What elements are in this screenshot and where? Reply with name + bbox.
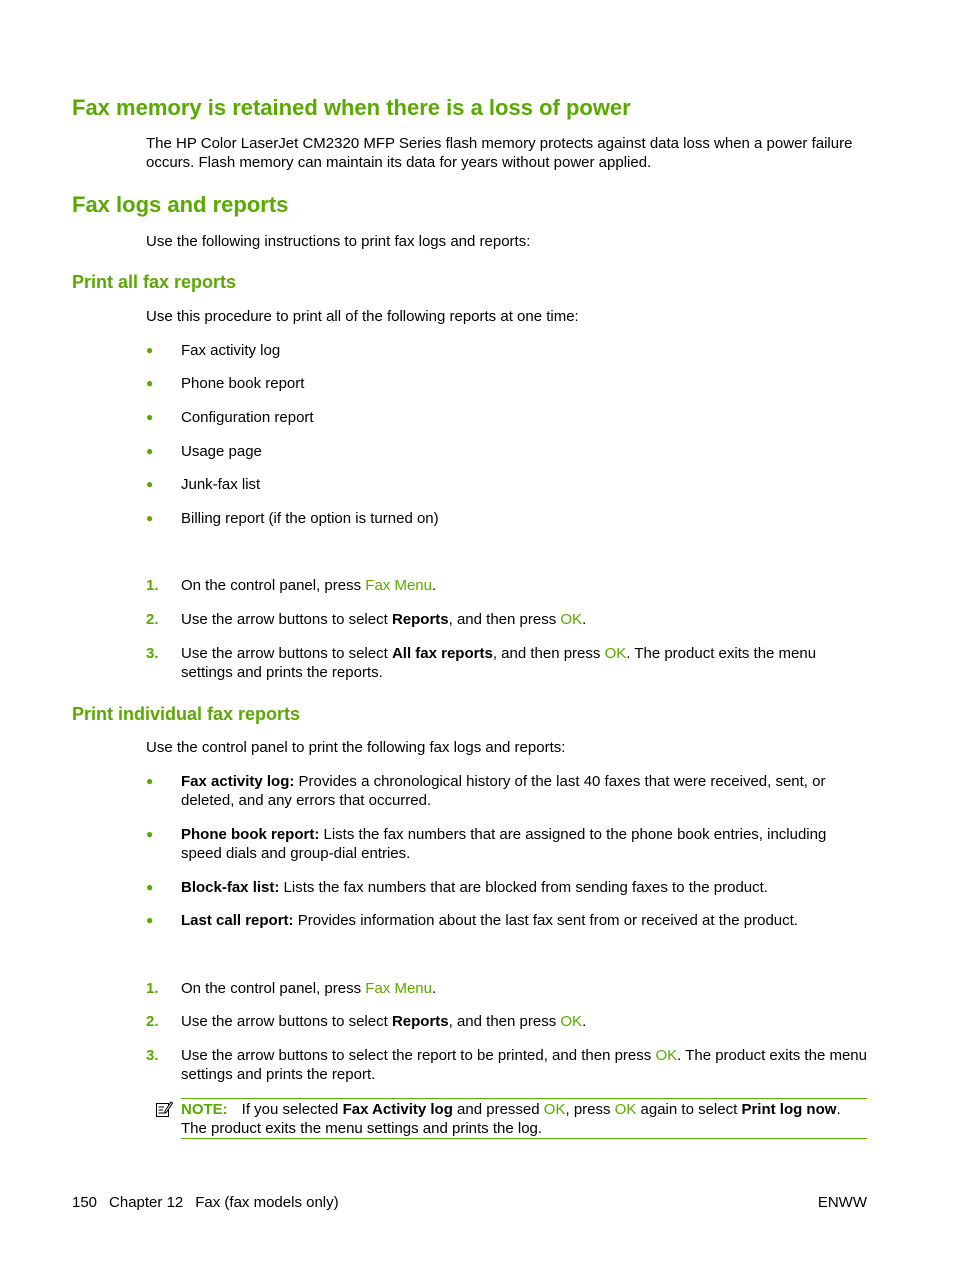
page-footer-left <box>72 1193 339 1212</box>
chapter-label: Chapter 12 <box>109 1194 184 1211</box>
bullet-icon: ● <box>146 913 154 927</box>
print-all-intro: Use this procedure to print all of the following reports at one time: <box>146 308 579 325</box>
bullet-icon: ● <box>146 376 154 390</box>
fax-menu-key: Fax Menu <box>365 577 432 594</box>
bullet-icon: ● <box>146 477 154 491</box>
bullet-icon: ● <box>146 880 154 894</box>
print-individual-intro: Use the control panel to print the following fax logs and reports: <box>146 739 566 756</box>
bullet-icon: ● <box>146 774 154 788</box>
note-box <box>181 1098 867 1139</box>
fax-logs-intro: Use the following instructions to print fax logs and reports: <box>146 233 531 250</box>
bullet-icon: ● <box>146 410 154 424</box>
section-heading-fax-memory: Fax memory is retained when there is a loss of power <box>72 95 631 120</box>
ok-key: OK <box>560 611 583 628</box>
ok-key: OK <box>604 645 627 662</box>
note-icon <box>155 1100 173 1118</box>
section-heading-fax-logs: Fax logs and reports <box>72 192 289 217</box>
chapter-title: Fax (fax models only) <box>195 1194 339 1211</box>
page-footer-right: ENWW <box>817 1194 867 1211</box>
page-number: 150 <box>72 1194 98 1211</box>
fax-menu-key: Fax Menu <box>365 980 432 997</box>
ok-key: OK <box>543 1101 566 1118</box>
ok-key: OK <box>614 1101 637 1118</box>
subheading-print-all: Print all fax reports <box>72 272 237 292</box>
ok-key: OK <box>655 1047 678 1064</box>
document-page: Fax memory is retained when there is a loss of power The HP Color LaserJet CM2320 MFP Series flash memory protects against data loss when a power failure occurs. Flash memory can maintain its data for years without power applied. Fax logs and reports Use the following instructions to print fax logs and reports: Print all fax reports Use this procedure to print all of the following reports at one time: ● Fax activity log ● Phone book report ● Configuration report ● Usage page ● Junk-fax list ● Billing report (if the option is turned on) 1. On the control panel, press Fax Menu. 2. Use the arrow buttons to select Reports, and then press OK. 3. Use the arrow buttons to select All fax reports, and then press OK. The product exits the menu settings and prints the reports. Print individual fax reports Use the control panel to print the following fax logs and reports: ● Fax activity log: Provides a chronological history of the last 40 faxes that were received, sent, or deleted, and any errors that occurred. ● Phone book report: Lists the fax numbers that are assigned to the phone book entries, including speed dials and group-dial entries. ● Block-fax list: Lists the fax numbers that are blocked from sending faxes to the product. ● Last call report: Provides information about the last fax sent from or received at the product. 1. On the control panel, press Fax Menu. 2. Use the arrow buttons to select Reports, and then press OK. 3. Use the arrow buttons to select the report to be printed, and then press OK. The product exits the menu settings and prints the report. NOTE: If you selected Fax Activity log and pressed OK, press OK again to select Print log now. The product exits the menu settings and prints the log. 150 Chapter 12 Fax (fax models only) ENWW <box>0 0 954 1270</box>
subheading-print-individual: Print individual fax reports <box>72 704 301 724</box>
bullet-icon: ● <box>146 444 154 458</box>
bullet-icon: ● <box>146 511 154 525</box>
note-text: NOTE: If you selected Fax Activity log and pressed OK, press OK again to select Print log now. The product exits the menu settings and prints the log. <box>181 1101 841 1137</box>
fax-memory-paragraph: The HP Color LaserJet CM2320 MFP Series flash memory protects against data loss when a power failure occurs. Flash memory can maintain its data for years without power applied. <box>146 135 853 171</box>
note-label: NOTE: <box>181 1101 228 1118</box>
bullet-icon: ● <box>146 827 154 841</box>
ok-key: OK <box>560 1013 583 1030</box>
bullet-icon: ● <box>146 343 154 357</box>
